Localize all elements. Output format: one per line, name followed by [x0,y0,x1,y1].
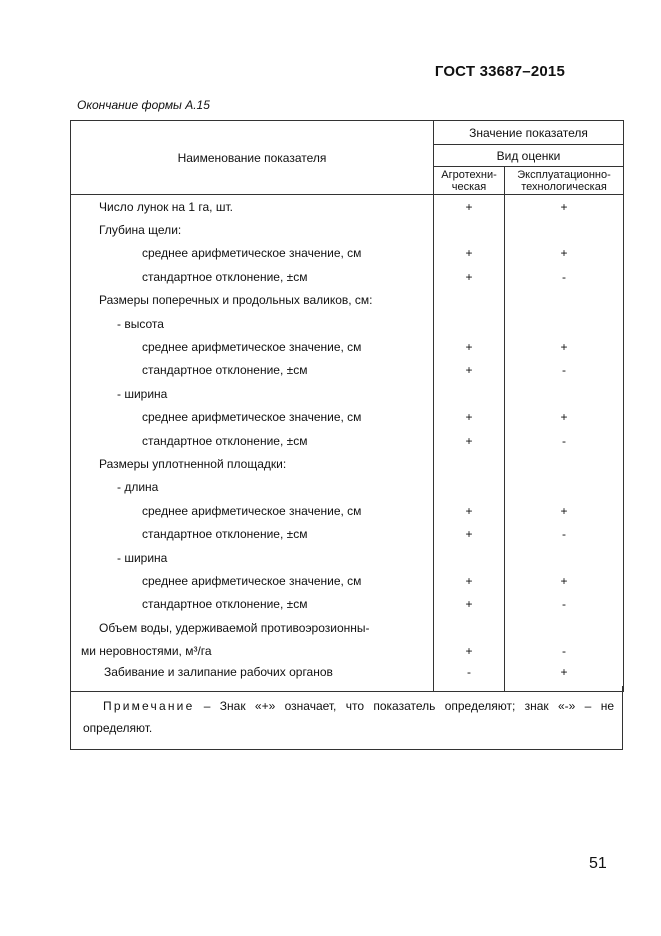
row-agro-value: + [434,195,505,219]
page-number: 51 [589,855,607,872]
row-expl-value [505,616,624,639]
row-agro-value [434,476,505,499]
row-name: стандартное отклонение, ±см [71,522,434,545]
row-name: ми неровностями, м³/га [71,639,434,662]
table-row [71,335,624,358]
row-expl-value: - [505,359,624,382]
row-agro-value: - [434,663,505,692]
row-expl-value: - [505,593,624,616]
row-agro-value [434,218,505,241]
table-row [71,195,624,219]
header-agrotechnical-line1: Агротехни- [441,168,497,181]
row-name: Объем воды, удерживаемой противоэрозионны- [71,616,434,639]
row-name: - высота [71,312,434,335]
table-row [71,546,624,569]
row-expl-value [505,218,624,241]
row-name: среднее арифметическое значение, см [71,335,434,358]
table-row [71,406,624,429]
row-agro-value: + [434,242,505,265]
header-agrotechnical-line2: ческая [451,180,487,193]
row-agro-value: + [434,429,505,452]
row-agro-value: + [434,569,505,592]
table-row [71,218,624,241]
row-name: стандартное отклонение, ±см [71,265,434,288]
row-name: стандартное отклонение, ±см [71,593,434,616]
table-row [71,499,624,522]
table-row [71,265,624,288]
row-expl-value: - [505,639,624,662]
row-name: - ширина [71,546,434,569]
note-text: – Знак «+» означает, что показатель определяют; знак «-» – не определяют. [83,699,614,735]
header-indicator-name: Наименование показателя [71,121,434,195]
table-body [71,195,624,692]
row-expl-value: + [505,663,624,692]
row-agro-value: + [434,406,505,429]
row-agro-value [434,312,505,335]
table-row [71,289,624,312]
row-expl-value [505,382,624,405]
row-expl-value: - [505,265,624,288]
row-name: среднее арифметическое значение, см [71,406,434,429]
row-expl-value: - [505,429,624,452]
table-row [71,569,624,592]
row-name: Глубина щели: [71,218,434,241]
table-row [71,382,624,405]
row-name: - ширина [71,382,434,405]
row-expl-value [505,312,624,335]
row-agro-value: + [434,639,505,662]
row-agro-value [434,616,505,639]
note-label: Примечание [103,699,195,713]
row-agro-value: + [434,593,505,616]
row-name: среднее арифметическое значение, см [71,569,434,592]
row-name: Забивание и залипание рабочих органов [71,663,434,692]
table-row [71,522,624,545]
form-caption: Окончание формы А.15 [77,98,210,112]
table-row [71,359,624,382]
row-agro-value: + [434,522,505,545]
row-expl-value: + [505,335,624,358]
table-row [71,616,624,639]
row-agro-value [434,382,505,405]
row-name: стандартное отклонение, ±см [71,429,434,452]
row-name: - длина [71,476,434,499]
row-name: Размеры уплотненной площадки: [71,452,434,475]
row-name: стандартное отклонение, ±см [71,359,434,382]
table-row [71,429,624,452]
row-agro-value [434,289,505,312]
row-name: среднее арифметическое значение, см [71,242,434,265]
row-expl-value [505,546,624,569]
header-agrotechnical [434,167,505,195]
row-expl-value: + [505,569,624,592]
row-agro-value: + [434,335,505,358]
row-expl-value: + [505,195,624,219]
header-operational-line1: Эксплуатационно- [517,168,611,181]
header-evaluation-type: Вид оценки [434,145,624,167]
row-name: среднее арифметическое значение, см [71,499,434,522]
row-expl-value: + [505,242,624,265]
table-row [71,312,624,335]
row-expl-value: + [505,499,624,522]
table-header [71,121,624,195]
table-row [71,242,624,265]
row-expl-value [505,452,624,475]
document-code: ГОСТ 33687–2015 [434,63,565,80]
row-agro-value [434,452,505,475]
table-row [71,452,624,475]
row-expl-value [505,476,624,499]
row-name: Число лунок на 1 га, шт. [71,195,434,219]
header-operational-line2: технологическая [521,180,607,193]
row-name: Размеры поперечных и продольных валиков, см: [71,289,434,312]
row-agro-value [434,546,505,569]
row-agro-value: + [434,359,505,382]
table-row [71,639,624,662]
indicators-table [70,120,624,692]
table-row [71,593,624,616]
row-expl-value: - [505,522,624,545]
header-operational [505,167,624,195]
table-note [70,686,623,750]
table-row [71,476,624,499]
row-expl-value: + [505,406,624,429]
row-agro-value: + [434,499,505,522]
row-expl-value [505,289,624,312]
row-agro-value: + [434,265,505,288]
header-indicator-value: Значение показателя [434,121,624,145]
